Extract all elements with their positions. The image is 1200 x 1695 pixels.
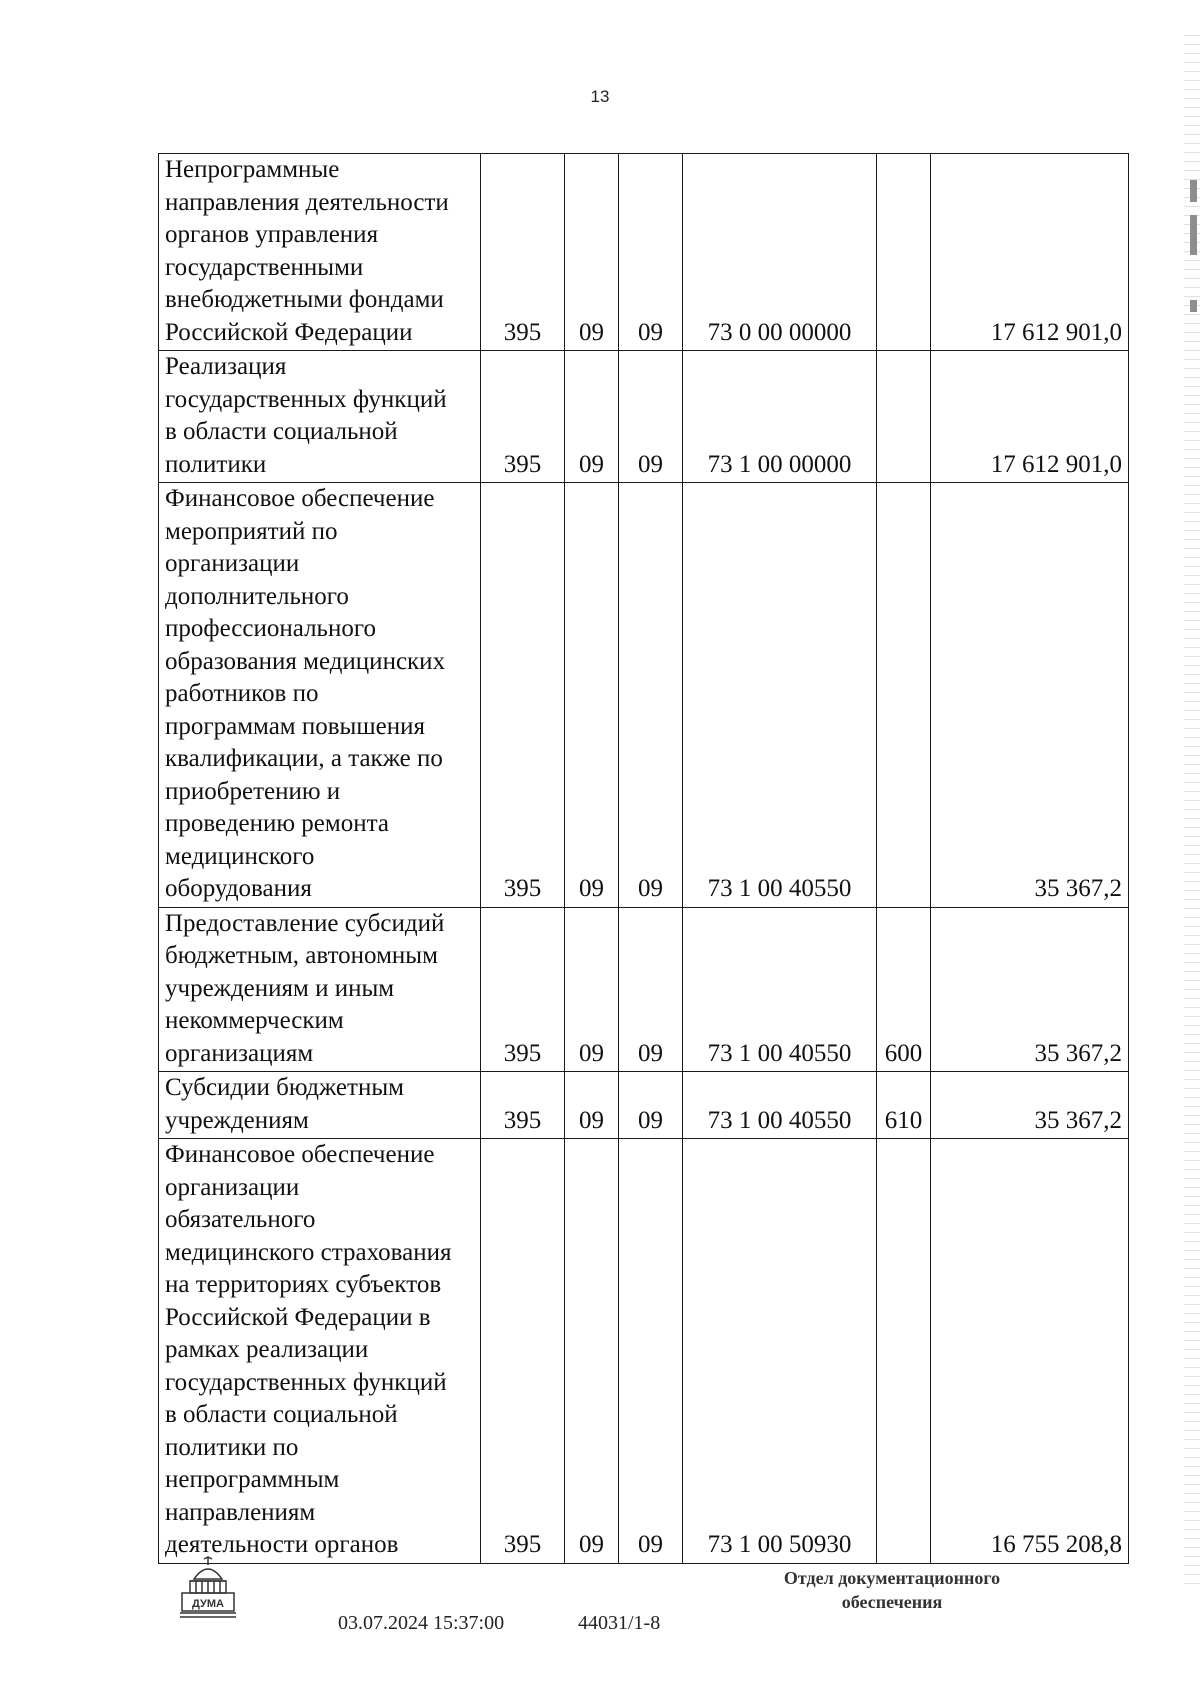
scan-mark (1190, 215, 1197, 255)
page-number: 13 (590, 87, 610, 106)
table-row (159, 351, 1129, 483)
cell-target-article: 73 0 00 00000 (683, 154, 877, 351)
cell-expense-type (877, 483, 931, 908)
duma-logo-icon (178, 1555, 238, 1621)
cell-name: Финансовое обеспечение мероприятий по организации дополнительного профессионального образования медицинских работников по программам повышения квалификации, а также по приобретению и проведению ремонта медицинского оборудования (159, 483, 481, 908)
cell-ministry: 395 (481, 483, 565, 908)
table-row (159, 154, 1129, 351)
cell-name: Субсидии бюджетным учреждениям (159, 1072, 481, 1139)
cell-name: Непрограммные направления деятельности органов управления государственными внебюджетными фондами Российской Федерации (159, 154, 481, 351)
scan-edge-artifact (1184, 30, 1200, 1590)
cell-expense-type (877, 351, 931, 483)
cell-ministry: 395 (481, 1072, 565, 1139)
cell-subsection: 09 (619, 907, 683, 1072)
cell-target-article: 73 1 00 40550 (683, 483, 877, 908)
cell-target-article: 73 1 00 00000 (683, 351, 877, 483)
department-line-2: обеспечения (841, 1592, 943, 1612)
cell-name: Финансовое обеспечение организации обязательного медицинского страхования на территориях субъектов Российской Федерации в рамках реализации государственных функций в области социальной политики по непрограммным направлениям деятельности органов (159, 1139, 481, 1564)
cell-amount: 35 367,2 (931, 483, 1129, 908)
cell-section: 09 (565, 1139, 619, 1564)
table-body (159, 154, 1129, 1564)
cell-target-article: 73 1 00 40550 (683, 1072, 877, 1139)
table-row (159, 483, 1129, 908)
cell-subsection: 09 (619, 483, 683, 908)
scan-mark (1190, 300, 1197, 312)
budget-table (158, 153, 1129, 1564)
logo-text: ДУМА (192, 1598, 224, 1610)
scan-mark (1190, 180, 1197, 202)
cell-subsection: 09 (619, 1072, 683, 1139)
cell-amount: 35 367,2 (931, 1072, 1129, 1139)
cell-amount: 17 612 901,0 (931, 154, 1129, 351)
cell-section: 09 (565, 1072, 619, 1139)
footer-department (752, 1566, 1032, 1614)
cell-subsection: 09 (619, 154, 683, 351)
cell-subsection: 09 (619, 1139, 683, 1564)
cell-name: Предоставление субсидий бюджетным, автономным учреждениям и иным некоммерческим организациям (159, 907, 481, 1072)
cell-section: 09 (565, 351, 619, 483)
cell-ministry: 395 (481, 154, 565, 351)
cell-amount: 16 755 208,8 (931, 1139, 1129, 1564)
footer-doc-number: 44031/1-8 (578, 1612, 661, 1634)
department-line-1: Отдел документационного (783, 1568, 1001, 1588)
cell-expense-type (877, 154, 931, 351)
cell-target-article: 73 1 00 50930 (683, 1139, 877, 1564)
cell-ministry: 395 (481, 907, 565, 1072)
cell-subsection: 09 (619, 351, 683, 483)
cell-target-article: 73 1 00 40550 (683, 907, 877, 1072)
table-row (159, 1139, 1129, 1564)
cell-amount: 35 367,2 (931, 907, 1129, 1072)
cell-ministry: 395 (481, 1139, 565, 1564)
cell-ministry: 395 (481, 351, 565, 483)
table-row (159, 907, 1129, 1072)
cell-section: 09 (565, 154, 619, 351)
cell-name: Реализация государственных функций в области социальной политики (159, 351, 481, 483)
cell-section: 09 (565, 483, 619, 908)
cell-expense-type: 610 (877, 1072, 931, 1139)
cell-expense-type (877, 1139, 931, 1564)
table-row (159, 1072, 1129, 1139)
cell-expense-type: 600 (877, 907, 931, 1072)
cell-amount: 17 612 901,0 (931, 351, 1129, 483)
cell-section: 09 (565, 907, 619, 1072)
footer-date: 03.07.2024 15:37:00 (338, 1612, 505, 1634)
